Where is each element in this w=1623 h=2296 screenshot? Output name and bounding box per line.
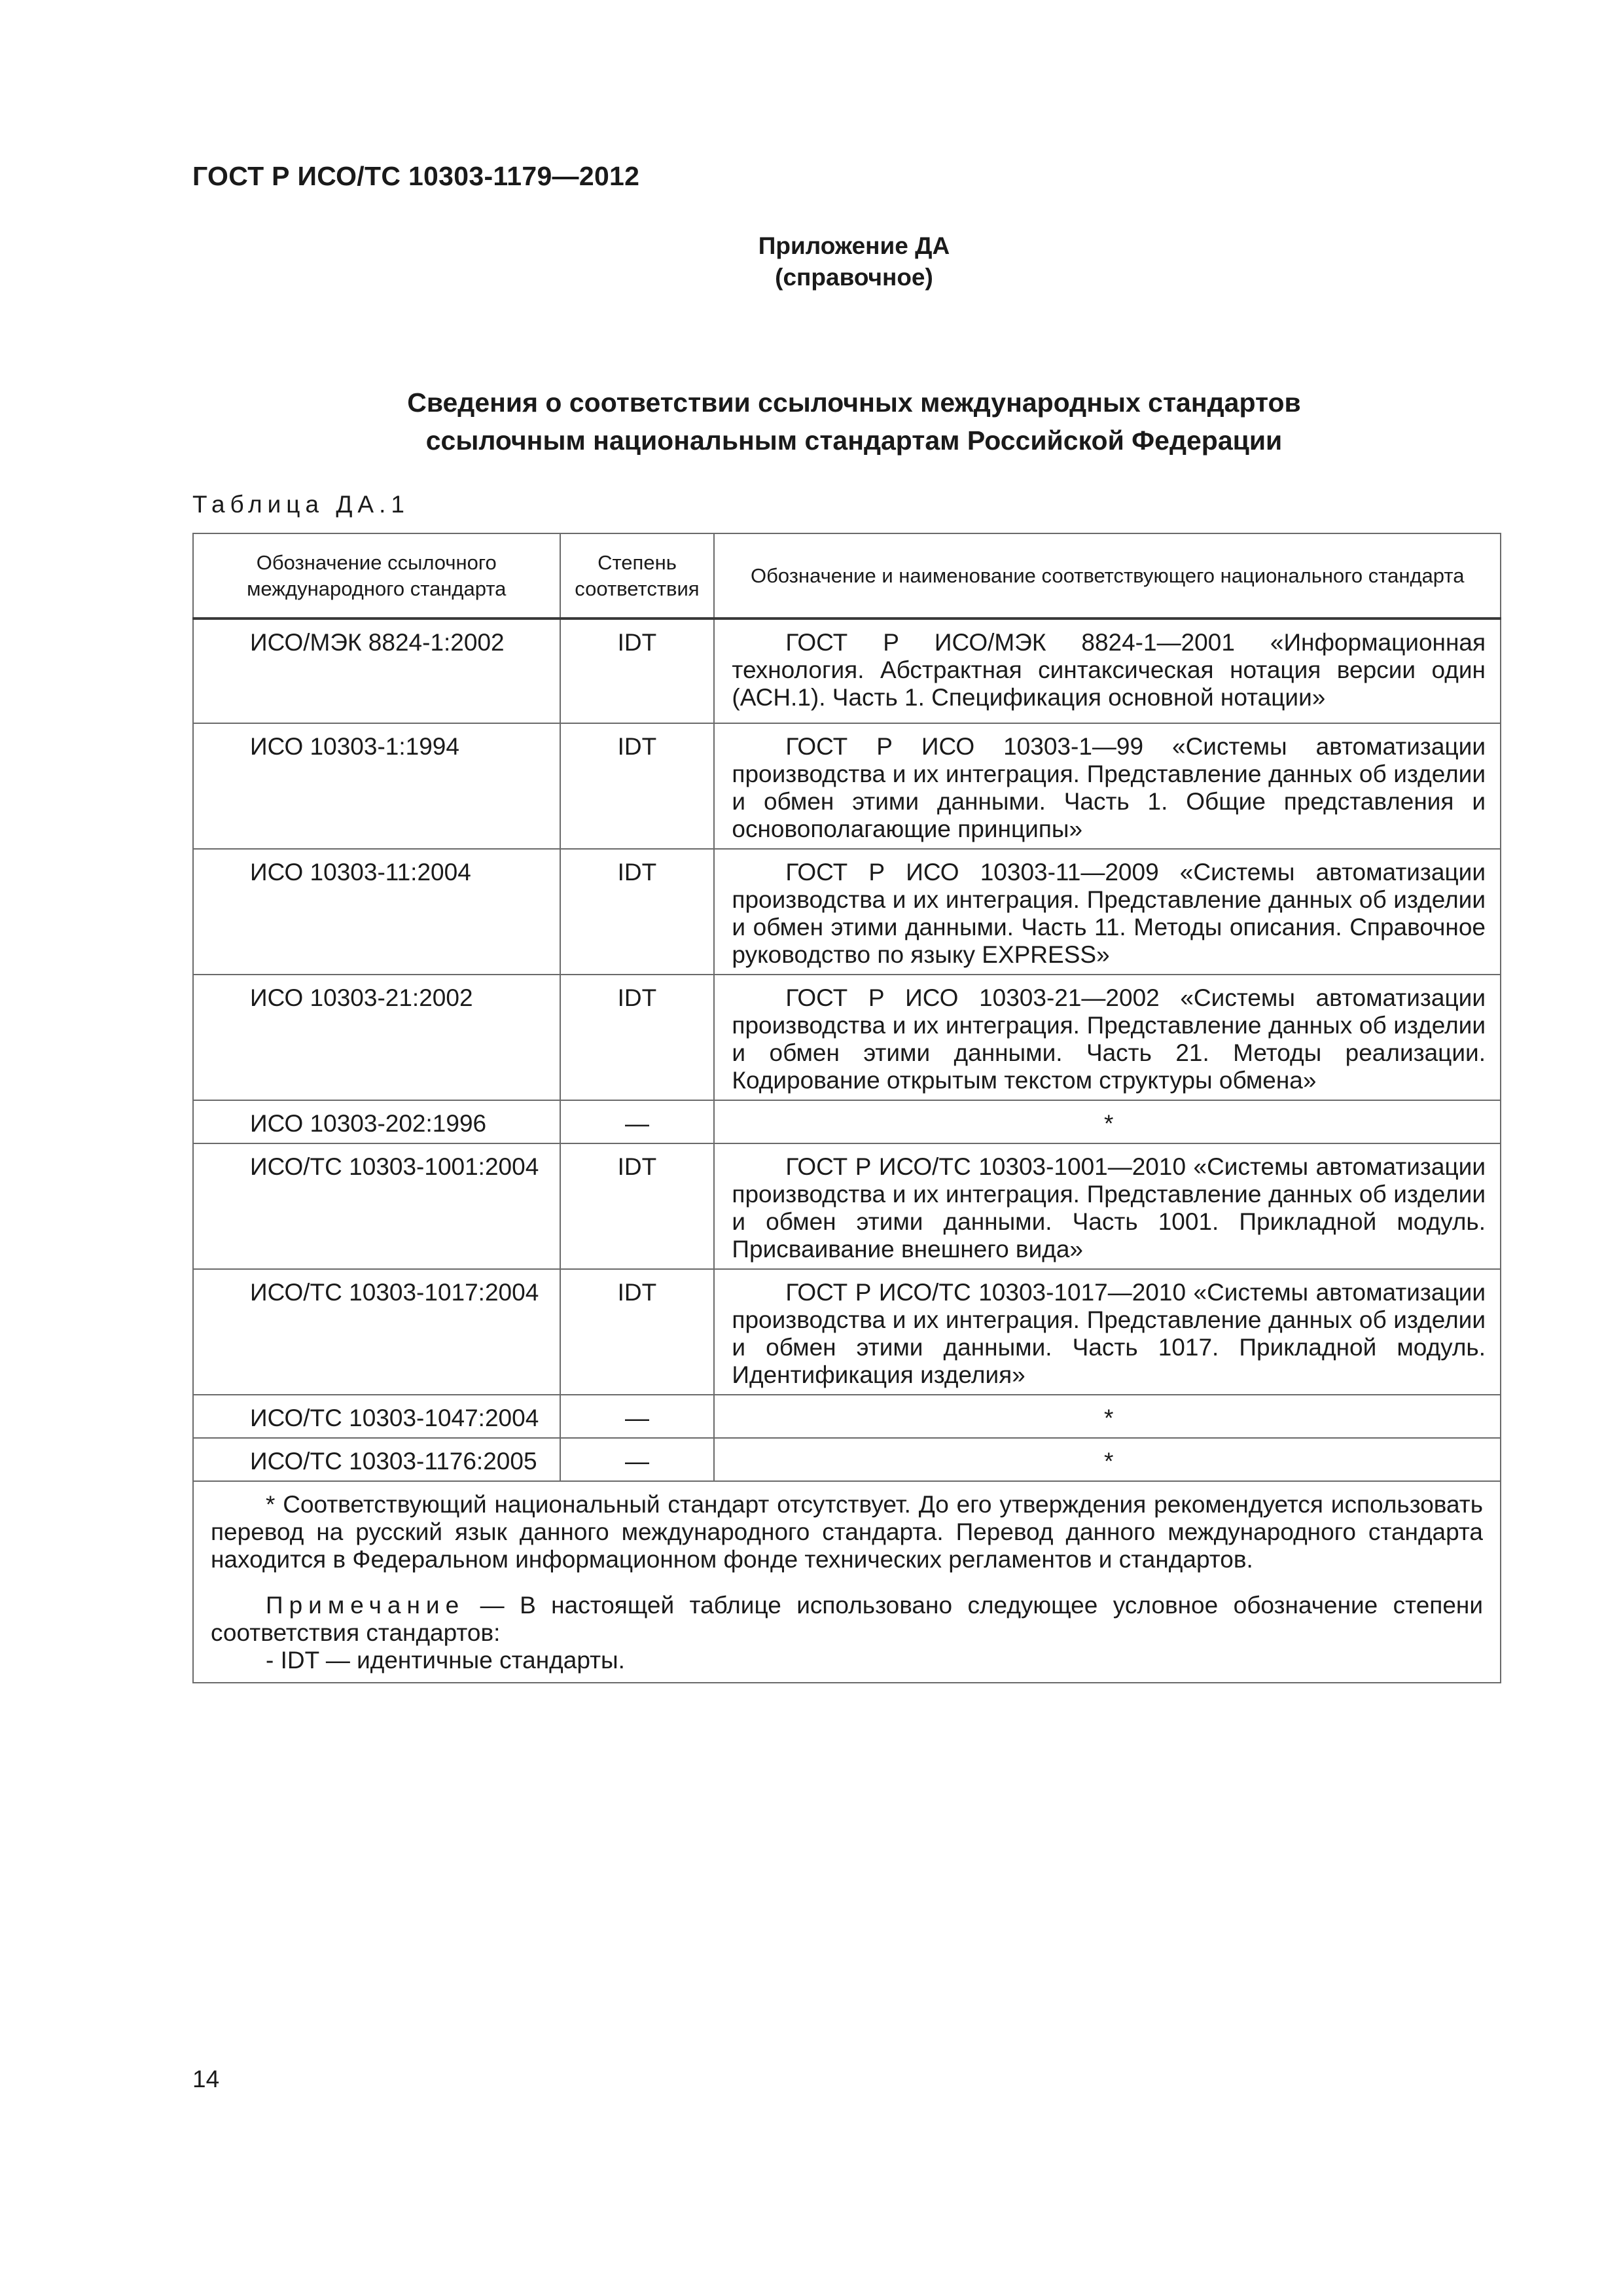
table-footnote (193, 1481, 1501, 1683)
table-row (193, 849, 1501, 975)
table-row (193, 1269, 1501, 1395)
national-standard-cell: ГОСТ Р ИСО/ТС 10303-1001—2010 «Системы автоматизации производства и их интеграция. Представление данных об изделии и обмен этими данными. Часть 1001. Прикладной модуль. Присваивание внешнего вида» (714, 1143, 1501, 1269)
header-national-standard: Обозначение и наименование соответствующего национального стандарта (714, 533, 1501, 619)
intl-standard-cell: ИСО/ТС 10303-1176:2005 (193, 1438, 560, 1481)
section-title (0, 384, 1623, 459)
table-footnote-row (193, 1481, 1501, 1683)
header-intl-standard: Обозначение ссылочного международного стандарта (193, 533, 560, 619)
table-row (193, 1143, 1501, 1269)
section-title-line-2: ссылочным национальным стандартам Российской Федерации (425, 425, 1283, 456)
degree-cell: IDT (560, 849, 715, 975)
note-text: — В настоящей таблице использовано следующее условное обозначение степени соответствия стандартов: (211, 1592, 1484, 1646)
note-label: Примечание (266, 1592, 465, 1619)
national-standard-cell: ГОСТ Р ИСО 10303-11—2009 «Системы автоматизации производства и их интеграция. Представление данных об изделии и обмен этими данными. Часть 11. Методы описания. Справочное руководство по языку EXPRESS» (714, 849, 1501, 975)
correspondence-table (192, 533, 1501, 1683)
national-standard-cell: ГОСТ Р ИСО 10303-21—2002 «Системы автоматизации производства и их интеграция. Представление данных об изделии и обмен этими данными. Часть 21. Методы реализации. Кодирование открытым текстом структуры обмена» (714, 975, 1501, 1100)
table-row (193, 723, 1501, 849)
table-caption: Таблица ДА.1 (192, 491, 410, 518)
intl-standard-cell: ИСО 10303-1:1994 (193, 723, 560, 849)
table-row (193, 1395, 1501, 1438)
national-standard-cell: ГОСТ Р ИСО/МЭК 8824-1—2001 «Информационная технология. Абстрактная синтаксическая нотация версии один (АСН.1). Часть 1. Спецификация основной нотации» (714, 619, 1501, 723)
degree-cell: IDT (560, 1269, 715, 1395)
table-row (193, 975, 1501, 1100)
appendix-heading (0, 230, 1623, 293)
national-standard-cell: * (714, 1395, 1501, 1438)
intl-standard-cell: ИСО/ТС 10303-1001:2004 (193, 1143, 560, 1269)
document-code: ГОСТ Р ИСО/ТС 10303-1179—2012 (192, 161, 640, 191)
intl-standard-cell: ИСО 10303-21:2002 (193, 975, 560, 1100)
degree-cell: IDT (560, 975, 715, 1100)
national-standard-cell: ГОСТ Р ИСО 10303-1—99 «Системы автоматизации производства и их интеграция. Представление данных об изделии и обмен этими данными. Часть 1. Общие представления и основополагающие принципы» (714, 723, 1501, 849)
degree-cell: — (560, 1438, 715, 1481)
note-idt-definition: - IDT — идентичные стандарты. (266, 1647, 625, 1674)
national-standard-cell: * (714, 1100, 1501, 1143)
intl-standard-cell: ИСО/ТС 10303-1047:2004 (193, 1395, 560, 1438)
table-row (193, 1438, 1501, 1481)
section-title-line-1: Сведения о соответствии ссылочных международных стандартов (407, 387, 1301, 418)
table-header-row (193, 533, 1501, 619)
table-row (193, 1100, 1501, 1143)
intl-standard-cell: ИСО/МЭК 8824-1:2002 (193, 619, 560, 723)
degree-cell: — (560, 1395, 715, 1438)
national-standard-cell: ГОСТ Р ИСО/ТС 10303-1017—2010 «Системы автоматизации производства и их интеграция. Представление данных об изделии и обмен этими данными. Часть 1017. Прикладной модуль. Идентификация изделия» (714, 1269, 1501, 1395)
appendix-label: Приложение ДА (758, 232, 950, 259)
appendix-type: (справочное) (775, 264, 933, 291)
degree-cell: IDT (560, 619, 715, 723)
footnote-text: * Соответствующий национальный стандарт отсутствует. До его утверждения рекомендуется использовать перевод на русский язык данного международного стандарта. Перевод данного международного стандарта находится в Федеральном информационном фонде технических регламентов и стандартов. (211, 1491, 1483, 1573)
national-standard-cell: * (714, 1438, 1501, 1481)
intl-standard-cell: ИСО 10303-11:2004 (193, 849, 560, 975)
degree-cell: IDT (560, 1143, 715, 1269)
intl-standard-cell: ИСО/ТС 10303-1017:2004 (193, 1269, 560, 1395)
intl-standard-cell: ИСО 10303-202:1996 (193, 1100, 560, 1143)
table-note (211, 1592, 1483, 1674)
page-number: 14 (192, 2066, 220, 2092)
degree-cell: IDT (560, 723, 715, 849)
header-degree: Степень соответствия (560, 533, 715, 619)
table-row (193, 619, 1501, 723)
degree-cell: — (560, 1100, 715, 1143)
